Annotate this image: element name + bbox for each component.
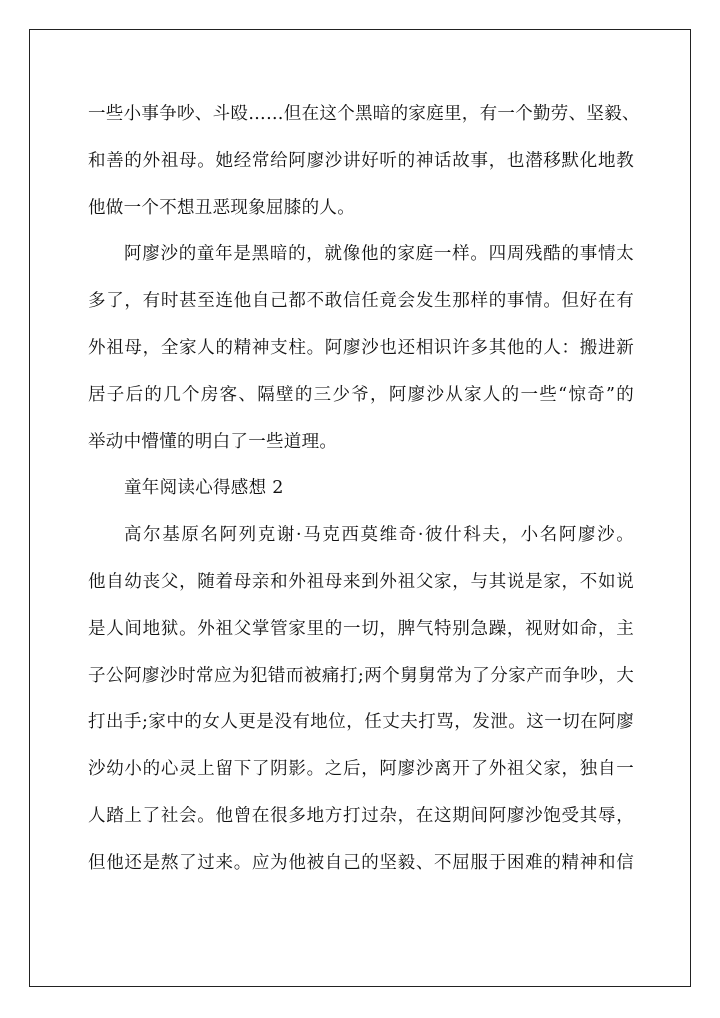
text-line: 和善的外祖母。她经常给阿廖沙讲好听的神话故事，也潜移默化地教 — [88, 150, 634, 171]
document-body — [88, 96, 640, 892]
section-heading: 童年阅读心得感想 2 — [124, 478, 284, 499]
text-line: 沙幼小的心灵上留下了阴影。之后，阿廖沙离开了外祖父家，独自一 — [88, 759, 634, 780]
text-line: 子公阿廖沙时常应为犯错而被痛打;两个舅舅常为了分家产而争吵，大 — [88, 665, 634, 686]
text-line: 外祖母，全家人的精神支柱。阿廖沙也还相识许多其他的人：搬进新 — [88, 337, 634, 358]
text-line: 人踏上了社会。他曾在很多地方打过杂，在这期间阿廖沙饱受其辱， — [88, 805, 634, 826]
text-line: 但他还是熬了过来。应为他被自己的坚毅、不屈服于困难的精神和信 — [88, 852, 634, 873]
text-line: 他做一个不想丑恶现象屈膝的人。 — [88, 197, 355, 218]
text-line: 阿廖沙的童年是黑暗的，就像他的家庭一样。四周残酷的事情太 — [124, 244, 634, 265]
text-line: 他自幼丧父，随着母亲和外祖母来到外祖父家，与其说是家，不如说 — [88, 571, 634, 592]
text-line: 高尔基原名阿列克谢·马克西莫维奇·彼什科夫，小名阿廖沙。 — [124, 525, 634, 546]
text-line: 是人间地狱。外祖父掌管家里的一切，脾气特别急躁，视财如命，主 — [88, 618, 634, 639]
text-line: 多了，有时甚至连他自己都不敢信任竟会发生那样的事情。但好在有 — [88, 291, 634, 312]
text-line: 举动中懵懂的明白了一些道理。 — [88, 431, 338, 452]
text-line: 一些小事争吵、斗殴……但在这个黑暗的家庭里，有一个勤劳、坚毅、 — [88, 104, 640, 124]
text-line: 打出手;家中的女人更是没有地位，任丈夫打骂，发泄。这一切在阿廖 — [88, 712, 634, 733]
text-line: 居子后的几个房客、隔壁的三少爷，阿廖沙从家人的一些“惊奇”的 — [88, 384, 634, 405]
